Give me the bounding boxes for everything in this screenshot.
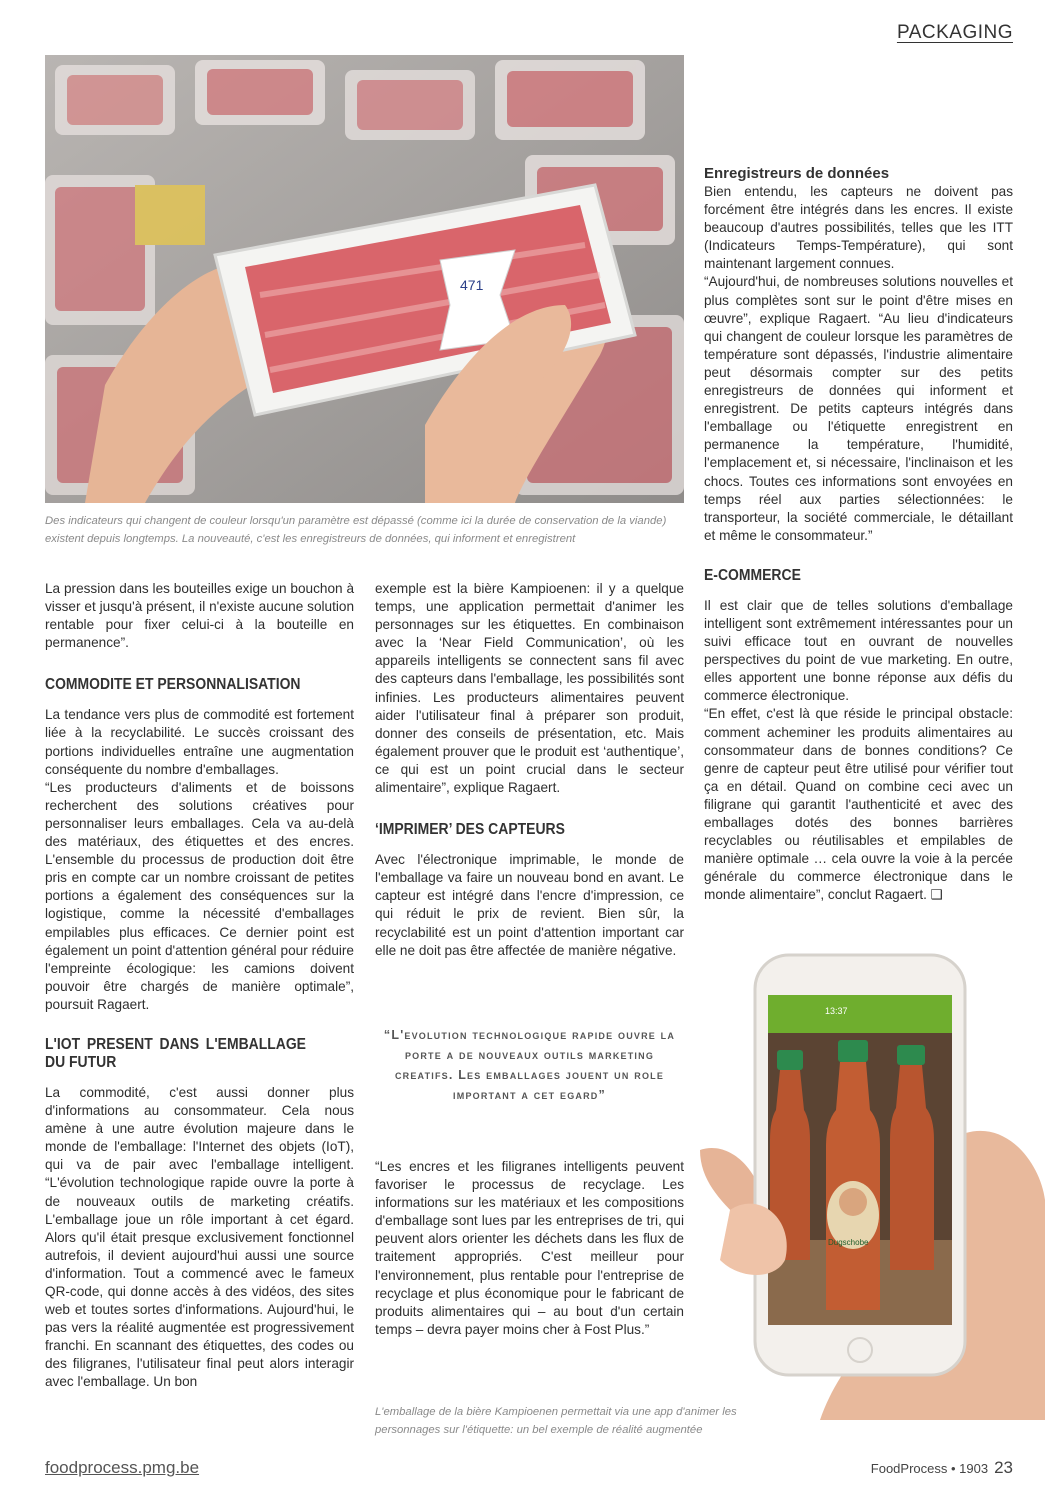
section-tag: PACKAGING [896, 22, 1013, 43]
heading-commodite: COMMODITE ET PERSONNALISATION [45, 676, 301, 694]
paragraph: Il est clair que de telles solutions d'emballage intelligent sont extrêmement intéressantes pour un suivi efficace tout en ouvrant de nouvelles perspectives du point de vue marketing. En outre, elles apportent une bonne réponse aux défis du commerce électronique. [704, 597, 1013, 704]
middle-column [375, 580, 684, 960]
paragraph: La pression dans les bouteilles exige un bouchon à visser et jusqu'à présent, il n'existe aucune solution rentable pour fixer celui-ci à la bouteille en permanence”. [45, 581, 354, 651]
middle-column-continued [375, 1158, 684, 1339]
magazine-issue: FoodProcess • 1903 [870, 1461, 989, 1476]
meat-tray-illustration [45, 55, 684, 503]
paragraph: “Aujourd'hui, de nombreuses solutions nouvelles et plus complètes sont sur le point d'être mises en œuvre”, explique Ragaert. “Au lieu d'indicateurs qui changent de couleur lorsque les paramètres de température sont dépassés, l'industrie alimentaire peut désormais compter sur des petits enregistreurs de données qui informent et enregistrent. De petits capteurs intégrés dans l'emballage ou l'étiquette enregistrent en permanence la température, l'humidité, l'emplacement et, si nécessaire, l'inclinaison et les chocs. Toutes ces informations sont envoyées en temps réel aux parties sélectionnées: le transporteur, la société commerciale, le détaillant et même le consommateur.” [704, 274, 1013, 543]
heading-data-loggers: Enregistreurs de données [704, 165, 890, 182]
right-column [704, 165, 1013, 904]
left-column [45, 580, 354, 1392]
paragraph: “Les producteurs d'aliments et de boissons recherchent des solutions créatives pour personnaliser leurs emballages. Cela va au-delà des matériaux, des étiquettes et des encres. L'ensemble du processus de production doit être pris en compte car un nombre croissant de petites portions a également des conséquences sur la logistique, comme la nécessité d'emballages empilables plus efficaces. Ce dernier point est également un point d'attention général pour réduire l'empreinte écologique: les camions doivent pouvoir être chargés de manière optimale”, poursuit Ragaert. [45, 779, 354, 1012]
paragraph: Avec l'électronique imprimable, le monde de l'emballage va faire un nouveau bond en avant. Le capteur est intégré dans l'encre d'impression, ce qui réduit le prix de revient. Bien sûr, la recyclabilité est un point d'attention important car elle ne doit pas être affectée de manière négative. [375, 852, 684, 958]
paragraph: La commodité, c'est aussi donner plus d'informations au consommateur. Cela nous amène à une autre évolution majeure dans le monde de l'emballage: l'Internet des objets (IoT), qui va de pair avec l'emballage intelligent. “L'évolution technologique rapide ouvre la porte à de nouveaux outils de marketing créatifs. L'emballage joue un rôle important à cet égard. Alors qu'il était presque exclusivement fonctionnel autrefois, il devient aujourd'hui aussi une source d'information. Tout a commencé avec le fameux QR-code, qui donne accès à des vidéos, des sites web et toutes sortes d'informations. Aujourd'hui, le pas vers la réalité augmentée est progressivement franchi. En scannant des étiquettes, des codes ou des filigranes, l'utilisateur final peut alors interagir avec l'emballage. Un bon [45, 1084, 354, 1390]
footer-url[interactable]: foodprocess.pmg.be [45, 1458, 200, 1477]
photo-caption: Des indicateurs qui changent de couleur lorsqu'un paramètre est dépassé (comme ici la durée de conservation de la viande) existent depuis longtemps. La nouveauté, c'est les enregistreurs de données, qui informent et enregistrent [45, 515, 667, 545]
tray-label-price: 471 [460, 277, 484, 293]
paragraph: “En effet, c'est là que réside le principal obstacle: comment acheminer les produits alimentaires au consommateur dans de bonnes conditions? Ce genre de capteur peut être utilisé pour vérifier tout ça en détail. Quand on combine ceci avec un filigrane qui garantit l'authenticité et avec des emballages dotés des bonnes barrières recyclables ou réutilisables et empilables de manière optimale … cela ouvre la voie à la percée générale du commerce électronique dans le monde alimentaire”, conclut Ragaert. ❑ [704, 706, 1013, 903]
paragraph: La tendance vers plus de commodité est fortement liée à la recyclabilité. Le succès croissant des portions individuelles entraîne une augmentation conséquente du nombre d'emballages. [45, 707, 354, 777]
paragraph: Bien entendu, les capteurs ne doivent pas forcément être intégrés dans les encres. Il existe beaucoup d'autres possibilités, telles que les ITT (Indicateurs Temps-Température), qui sont maintenant largement connues. [704, 184, 1013, 272]
heading-imprimer: ‘IMPRIMER’ DES CAPTEURS [375, 821, 565, 839]
bottle-label-text: Dugschobe [828, 1238, 869, 1247]
status-time: 13:37 [825, 1006, 848, 1016]
heading-ecommerce: E-COMMERCE [704, 566, 801, 584]
paragraph: exemple est la bière Kampioenen: il y a quelque temps, une application permettait d'animer les personnages sur les étiquettes. En combinaison avec la ‘Near Field Communication’, où les appareils intelligents se connectent sans fil avec des capteurs dans l'emballage, les possibilités sont infinies. Les producteurs alimentaires peuvent aider l'utilisateur final à préparer son produit, donner des conseils de présentation, etc. Mais également prouver que le produit est ‘authentique’, ce qui est un point crucial dans le secteur alimentaire”, explique Ragaert. [375, 581, 684, 796]
footer-info [871, 1458, 1013, 1478]
smartphone-photo [700, 940, 1045, 1420]
page-number: 23 [994, 1458, 1013, 1477]
heading-iot: L'IOT PRESENT DANS L'EMBALLAGE DU FUTUR [45, 1035, 306, 1071]
smartphone-illustration [700, 940, 1045, 1420]
paragraph: “Les encres et les filigranes intelligents peuvent favoriser le processus de recyclage. Les informations sur les matériaux et les compositions d'emballage sont lues par les entreprises de tri, qui peuvent alors orienter les déchets dans les flux de traitement appropriés. C'est meilleur pour l'environnement, plus rentable pour l'entreprise de recyclage et plus économique pour le fabricant de produits alimentaires qui – au bout d'un certain temps – devra payer moins cher à Fost Plus.” [375, 1159, 684, 1337]
phone-caption: L'emballage de la bière Kampioenen permettait via une app d'animer les personnages sur l'étiquette: un bel exemple de réalité augmentée [375, 1406, 737, 1436]
meat-tray-photo [45, 55, 684, 503]
pull-quote: “L'evolution technologique rapide ouvre la porte a de nouveaux outils marketing creatifs. Les emballages jouent un role important a cet egard” [383, 1028, 676, 1102]
